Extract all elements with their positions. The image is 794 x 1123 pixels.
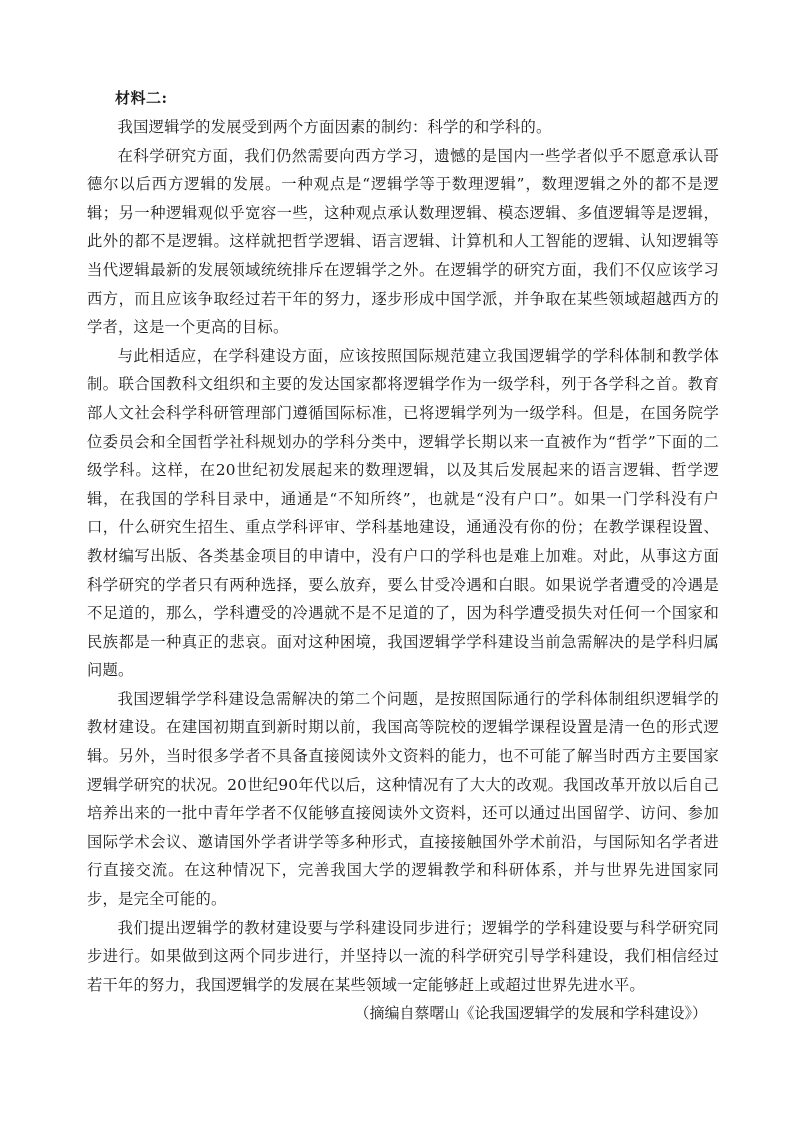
- paragraph-discipline-building: 与此相适应，在学科建设方面，应该按照国际规范建立我国逻辑学的学科体制和教学体制。联合国教科文组织和主要的发达国家都将逻辑学作为一级学科，列于各学科之首。教育部人文社会科学科研管理部门遵循国际标准，已将逻辑学列为一级学科。但是，在国务院学位委员会和全国哲学社科规划办的学科分类中，逻辑学长期以来一直被作为“哲学”下面的二级学科。这样，在20世纪初发展起来的数理逻辑，以及其后发展起来的语言逻辑、哲学逻辑，在我国的学科目录中，通通是“不知所终”，也就是“没有户口”。如果一门学科没有户口，什么研究生招生、重点学科评审、学科基地建设，通通没有你的份；在教学课程设置、教材编写出版、各类基金项目的申请中，没有户口的学科也是难上加难。对此，从事这方面科学研究的学者只有两种选择，要么放弃，要么甘受冷遇和白眼。如果说学者遭受的冷遇是不足道的，那么，学科遭受的冷遇就不是不足道的了，因为科学遭受损失对任何一个国家和民族都是一种真正的悲哀。面对这种困境，我国逻辑学学科建设当前急需解决的是学科归属问题。: [87, 346, 719, 680]
- paragraph-intro: 我国逻辑学的发展受到两个方面因素的制约：科学的和学科的。: [117, 118, 552, 136]
- paragraph-scientific-research: 在科学研究方面，我们仍然需要向西方学习，遗憾的是国内一些学者似乎不愿意承认哥德尔以后西方逻辑的发展。一种观点是“逻辑学等于数理逻辑”，数理逻辑之外的都不是逻辑；另一种逻辑观似乎宽容一些，这种观点承认数理逻辑、模态逻辑、多值逻辑等是逻辑，此外的都不是逻辑。这样就把哲学逻辑、语言逻辑、计算机和人工智能的逻辑、认知逻辑等当代逻辑最新的发展领域统统排斥在逻辑学之外。在逻辑学的研究方面，我们不仅应该学习西方，而且应该争取经过若干年的努力，逐步形成中国学派，并争取在某些领域超越西方的学者，这是一个更高的目标。: [87, 146, 719, 337]
- paragraph-textbook-building: 我国逻辑学学科建设急需解决的第二个问题，是按照国际通行的学科体制组织逻辑学的教材建设。在建国初期直到新时期以前，我国高等院校的逻辑学课程设置是清一色的形式逻辑。另外，当时很多学者不具备直接阅读外文资料的能力，也不可能了解当时西方主要国家逻辑学研究的状况。20世纪90年代以后，这种情况有了大大的改观。我国改革开放以后自己培养出来的一批中青年学者不仅能够直接阅读外文资料，还可以通过出国留学、访问、参加国际学术会议、邀请国外学者讲学等多种形式，直接接触国外学术前沿，与国际知名学者进行直接交流。在这种情况下，完善我国大学的逻辑教学和科研体系，并与世界先进国家同步，是完全可能的。: [87, 689, 719, 909]
- paragraph-conclusion: 我们提出逻辑学的教材建设要与学科建设同步进行；逻辑学的学科建设要与科学研究同步进行。如果做到这两个同步进行，并坚持以一流的科学研究引导学科建设，我们相信经过若干年的努力，我国逻辑学的发展在某些领域一定能够赶上或超过世界先进水平。: [87, 918, 719, 994]
- source-citation: （摘编自蔡曙山《论我国逻辑学的发展和学科建设》）: [354, 1004, 707, 1023]
- document-page: [87, 84, 719, 1028]
- material-heading: 材料二:: [115, 89, 168, 107]
